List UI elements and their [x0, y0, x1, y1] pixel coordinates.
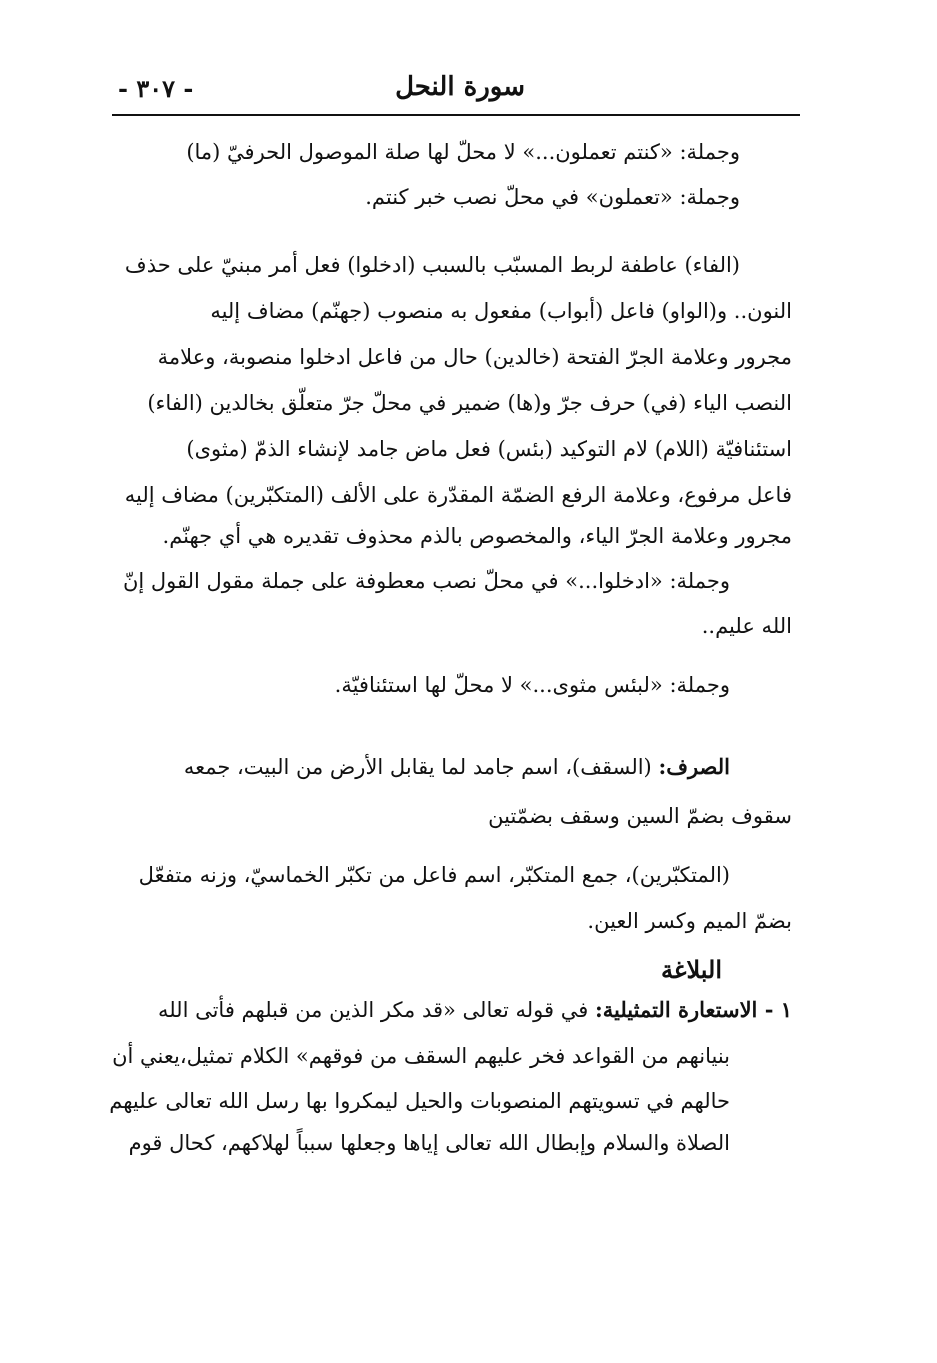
sarf-text: (السقف)، اسم جامد لما يقابل الأرض من البيت، جمعه: [183, 755, 652, 779]
irab-paragraph-line-7: مجرور وعلامة الجرّ الياء، والمخصوص بالذم محذوف تقديره هي أي جهنّم.: [162, 524, 792, 548]
sarf-label: الصرف:: [658, 754, 730, 779]
irab-paragraph-line-1: (الفاء) عاطفة لربط المسبّب بالسبب (ادخلوا) فعل أمر مبنيّ على حذف: [124, 253, 740, 277]
running-title: سورة النحل: [395, 72, 525, 102]
balagha-line-4: الصلاة والسلام وإبطال الله تعالى إياها وجعلها سبباً لهلاكهم، كحال قوم: [128, 1131, 730, 1155]
irab-sentence-2: وجملة: «تعملون» في محلّ نصب خبر كنتم.: [365, 185, 740, 209]
irab-sentence-4: وجملة: «لبئس مثوى...» لا محلّ لها استئنافيّة.: [334, 673, 730, 697]
sarf-line-3: (المتكبّرين)، جمع المتكبّر، اسم فاعل من تكبّر الخماسيّ، وزنه متفعّل: [138, 863, 730, 887]
sarf-line-4: بضمّ الميم وكسر العين.: [587, 909, 792, 933]
balagha-heading: البلاغة: [661, 955, 722, 984]
irab-paragraph-line-4: النصب الياء (في) حرف جرّ و(ها) ضمير في محلّ جرّ متعلّق بخالدين (الفاء): [147, 391, 792, 415]
irab-sentence-1: وجملة: «كنتم تعملون...» لا محلّ لها صلة الموصول الحرفيّ (ما): [186, 140, 740, 164]
page-number: - ٣٠٧ -: [118, 74, 194, 103]
irab-paragraph-line-2: النون.. و(الواو) فاعل (أبواب) مفعول به منصوب (جهنّم) مضاف إليه: [210, 299, 792, 323]
balagha-item-label: ١ - الاستعارة التمثيلية:: [594, 997, 792, 1022]
header-rule: [112, 114, 800, 116]
irab-sentence-3-cont: الله عليم..: [701, 614, 792, 638]
sarf-line-1: [184, 752, 730, 782]
balagha-line-3: حالهم في تسويتهم المنصوبات والحيل ليمكروا بها رسل الله تعالى عليهم: [109, 1089, 730, 1113]
balagha-line-1-text: في قوله تعالى «قد مكر الذين من قبلهم فأتى الله: [157, 998, 589, 1022]
irab-paragraph-line-5: استئنافيّة (اللام) لام التوكيد (بئس) فعل ماض جامد لإنشاء الذمّ (مثوى): [186, 437, 792, 461]
irab-paragraph-line-6: فاعل مرفوع، وعلامة الرفع الضمّة المقدّرة على الألف (المتكبّرين) مضاف إليه: [124, 483, 792, 507]
balagha-line-1: [158, 995, 792, 1025]
irab-paragraph-line-3: مجرور وعلامة الجرّ الفتحة (خالدين) حال من فاعل ادخلوا منصوبة، وعلامة: [157, 345, 792, 369]
page-header: [110, 70, 800, 114]
irab-sentence-3: وجملة: «ادخلوا...» في محلّ نصب معطوفة على جملة مقول القول إنّ: [122, 569, 730, 593]
sarf-line-2: سقوف بضمّ السين وسقف بضمّتين: [488, 804, 792, 828]
balagha-line-2: بنيانهم من القواعد فخر عليهم السقف من فوقهم» الكلام تمثيل،يعني أن: [112, 1044, 730, 1068]
